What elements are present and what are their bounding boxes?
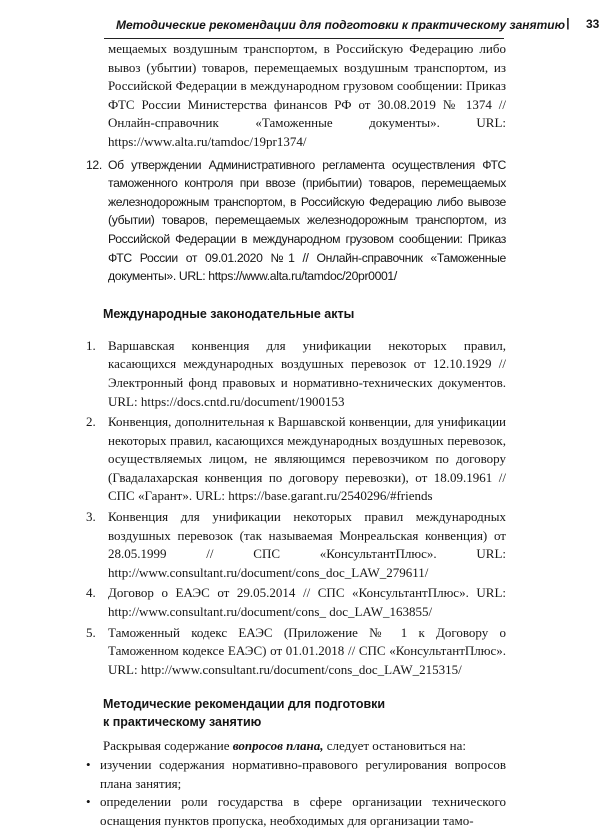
intro-text: Раскрывая содержание — [103, 738, 233, 754]
list-item-number: 1. — [86, 337, 96, 353]
header-title: Методические рекомендации для подготовки к практическому занятию — [116, 18, 565, 32]
list-item — [86, 508, 506, 582]
continued-reference: мещаемых воздушным транспортом, в Российскую Федерацию либо вывоз (убытии) товаров, перемещаемых воздушным транспортом, из Российской Федерации в международном грузовом сообщении: Приказ ФТС России Министерства финансов РФ от 30.08.2019 № 1374 // Онлайн-справочник «Таможенные документы». URL: https://www.alta.ru/tamdoc/19pr1374/ — [108, 41, 506, 149]
international-acts-list — [86, 337, 506, 680]
heading-line: к практическому занятию — [103, 715, 262, 730]
section-heading-methodical — [103, 695, 506, 731]
emphasized-phrase: вопросов плана, — [232, 738, 324, 754]
page-body — [86, 40, 506, 830]
reference-item-12 — [86, 156, 506, 286]
section-heading-international: Международные законодательные акты — [103, 306, 355, 321]
list-item-text: Конвенция, дополнительная к Варшавской конвенции, для унификации некоторых правил, касающихся международных воздушных перевозок, осуществляемых лицом, не являющимся перевозчиком по договору (Гвадалахарская конвенция по договору перевозки), от 18.09.1961 // СПС «Гарант». URL: https://base.garant.ru/2540296/#friends — [108, 414, 506, 504]
bullet-list — [86, 756, 506, 830]
running-header — [104, 14, 600, 39]
list-item-text: Варшавская конвенция для унификации некоторых правил, касающихся международных воздушных перевозок от 12.10.1929 // Электронный фонд правовых и нормативно-технических документов. URL: https://docs.cntd.ru/document/1900153 — [108, 337, 506, 409]
page-number: 33 — [586, 17, 600, 31]
bullet-text: изучении содержания нормативно-правового регулирования вопросов плана занятия; — [100, 757, 506, 791]
list-item-number: 4. — [86, 585, 96, 601]
heading-line: Методические рекомендации для подготовки — [103, 697, 386, 712]
header-separator: | — [566, 16, 570, 30]
reference-text: Об утверждении Административного регламента осуществления ФТС таможенного контроля при ввозе (прибытии) товаров, перемещаемых железнодорожным транспортом, в Российскую Федерацию либо вывозе (убытии) товаров, перемещаемых железнодорожным транспортом, из Российской Федерации в международном грузовом сообщении: Приказ ФТС России от 09.01.2020 №1 // Онлайн-справочник «Таможенные документы». URL: https://www.alta.ru/tamdoc/20pr0001/ — [108, 157, 506, 284]
bullet-marker: • — [86, 757, 91, 772]
list-item — [86, 413, 506, 506]
list-item-text: Конвенция для унификации некоторых правил международных воздушных перевозок (так называемая Монреальская конвенция) от 28.05.1999 // СПС «КонсультантПлюс». URL: http://www.consultant.ru/document/cons_doc_LAW_279611/ — [108, 509, 506, 580]
list-item-number: 3. — [86, 509, 96, 525]
bullet-marker: • — [86, 794, 91, 810]
list-item-text: Договор о ЕАЭС от 29.05.2014 // СПС «КонсультантПлюс». URL: http://www.consultant.ru/document/cons_ doc_LAW_163855/ — [108, 585, 506, 620]
bullet-item — [86, 756, 506, 793]
list-item — [86, 337, 506, 411]
list-item-text: Таможенный кодекс ЕАЭС (Приложение № 1 к Договору о Таможенном кодексе ЕАЭС) от 01.01.2018 // СПС «КонсультантПлюс». URL: http://www.consultant.ru/document/cons_doc_LAW_215315/ — [108, 624, 506, 677]
intro-paragraph — [86, 737, 506, 756]
list-item-number: 5. — [86, 624, 96, 640]
list-item — [86, 624, 506, 680]
bullet-item — [86, 793, 506, 830]
reference-number: 12. — [86, 157, 102, 172]
list-item — [86, 584, 506, 621]
bullet-text: определении роли государства в сфере организации технического оснащения пунктов пропуска, необходимых для организации тамо- — [100, 794, 506, 828]
intro-text: следует остановиться на: — [323, 738, 466, 754]
list-item-number: 2. — [86, 414, 96, 430]
